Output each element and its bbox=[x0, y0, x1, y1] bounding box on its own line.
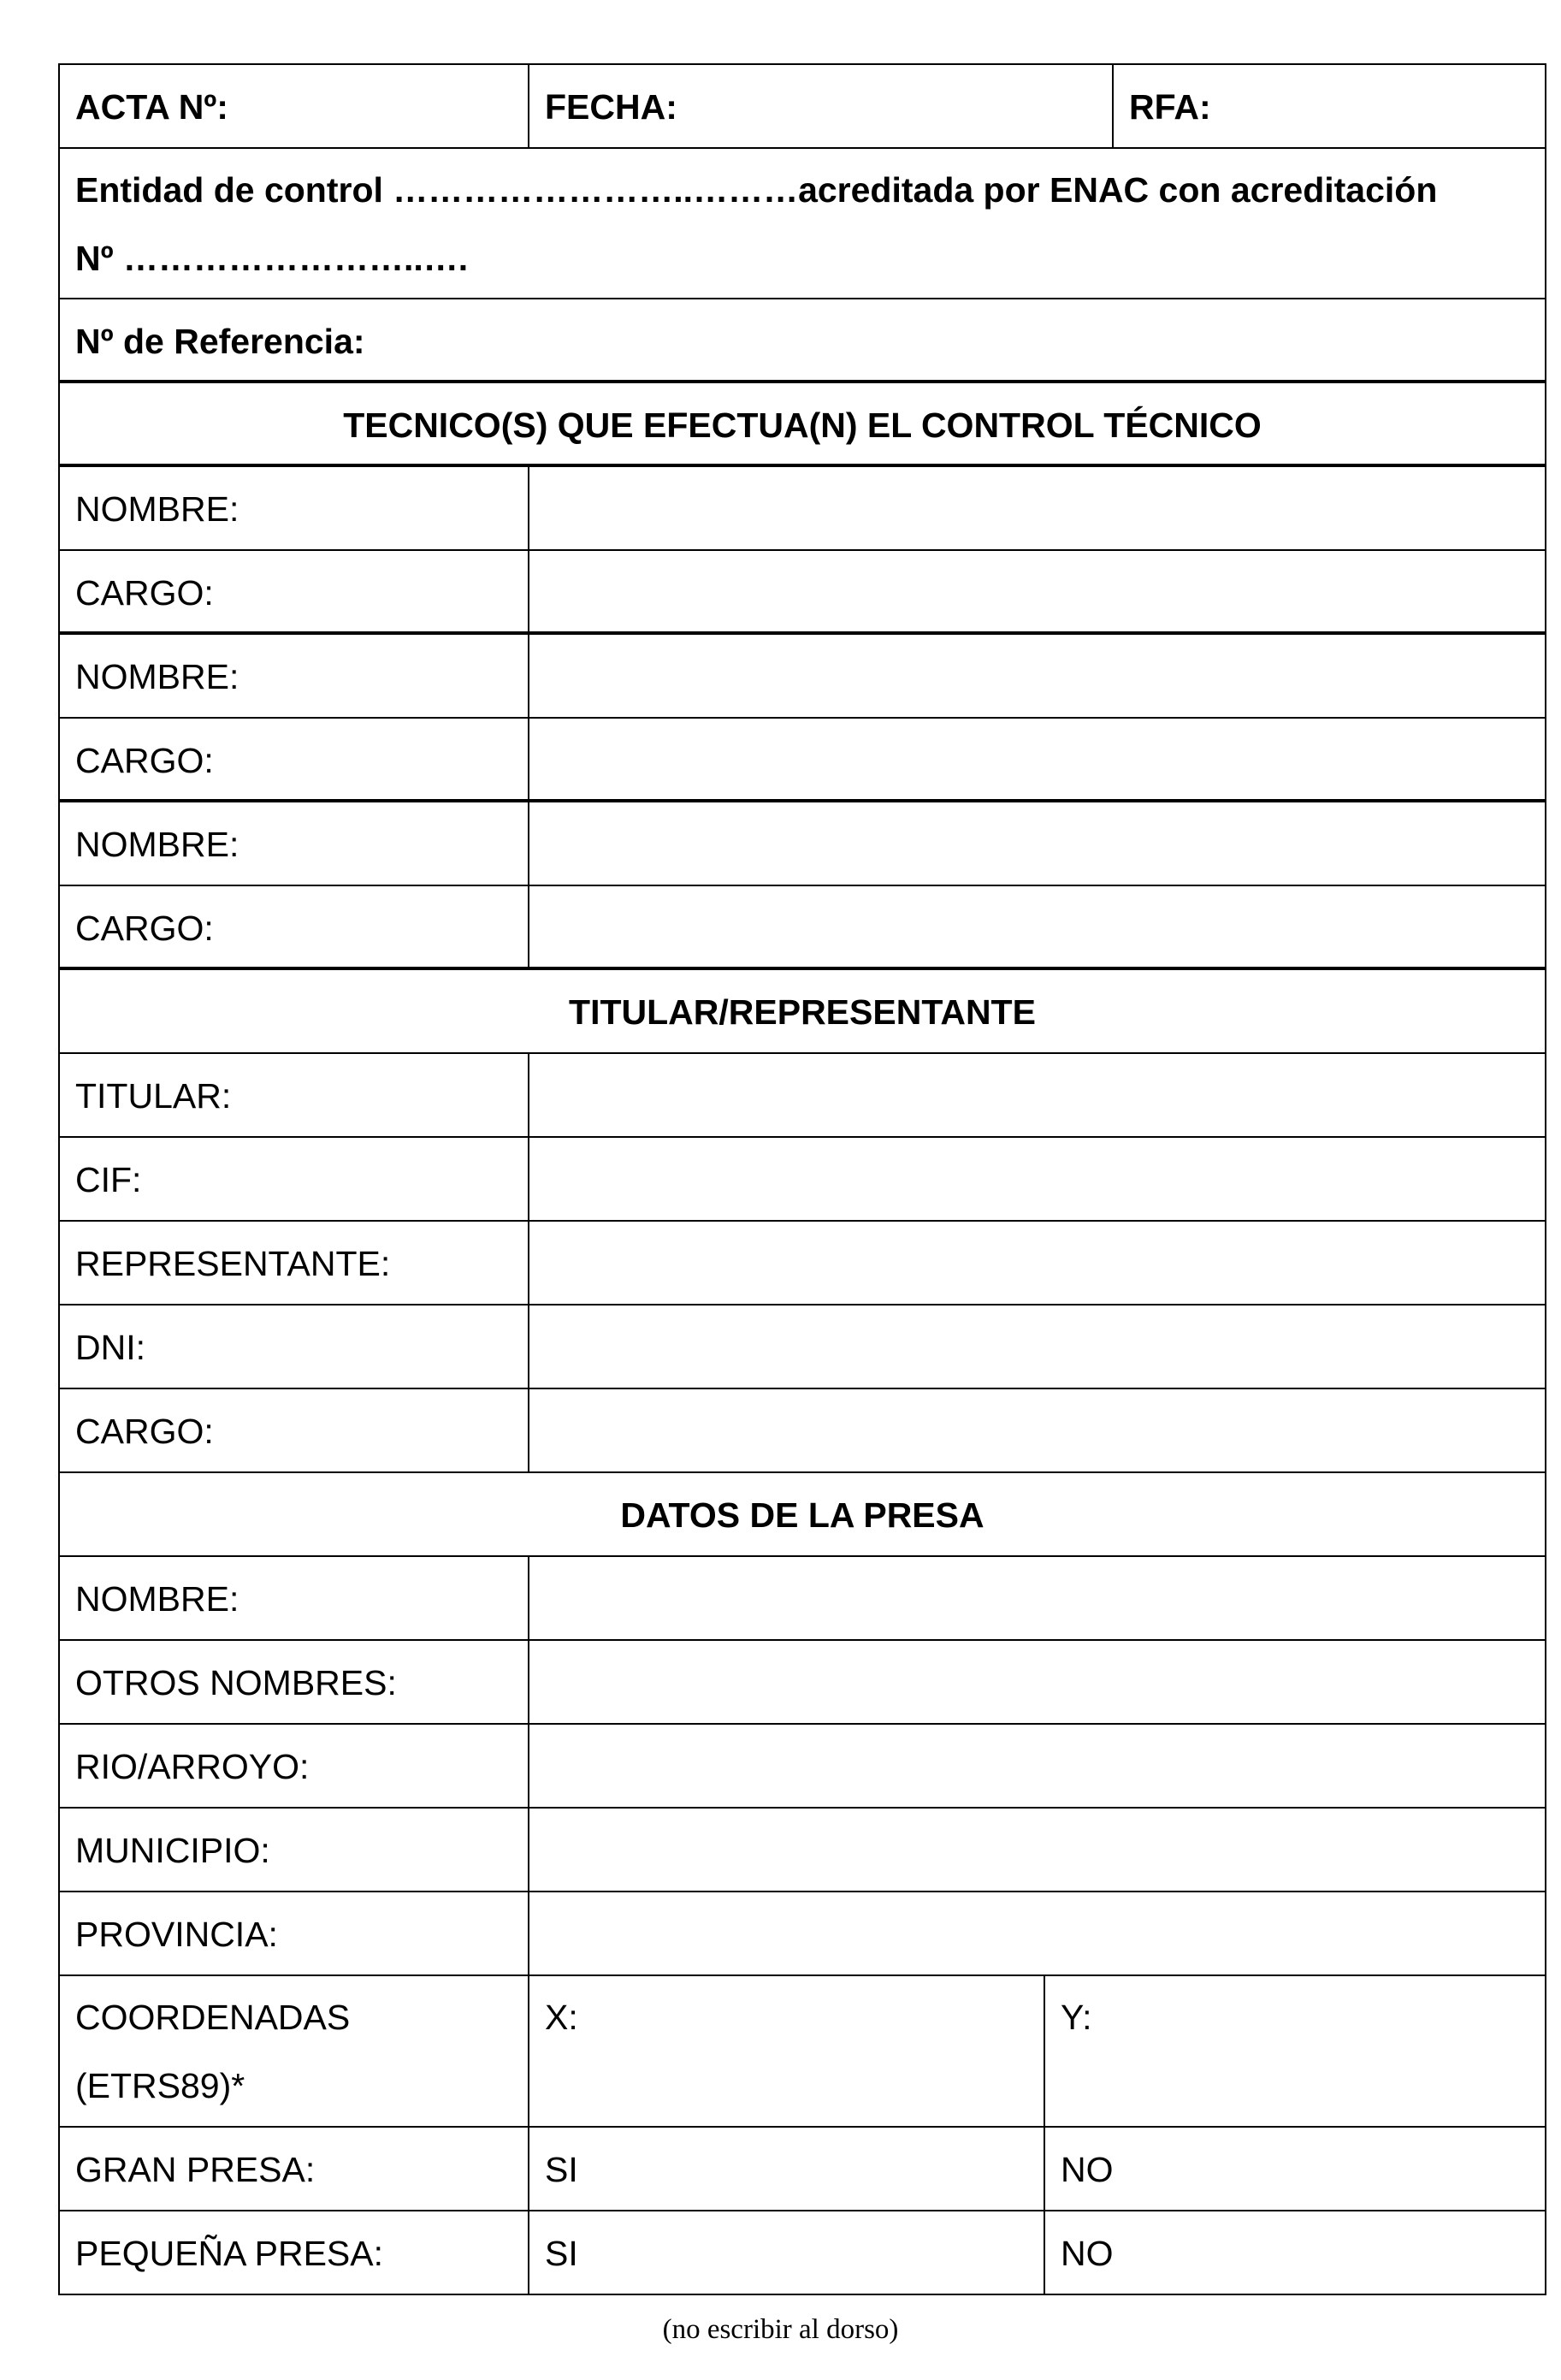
acta-number-label: ACTA Nº: bbox=[75, 87, 228, 127]
otros-nombres-label: OTROS NOMBRES: bbox=[75, 1663, 397, 1702]
tecnico-2-cargo-row bbox=[58, 719, 1546, 802]
tecnico-1-cargo-row bbox=[58, 551, 1546, 635]
tecnicos-heading: TECNICO(S) QUE EFECTUA(N) EL CONTROL TÉCNICO bbox=[343, 406, 1262, 445]
municipio-input[interactable] bbox=[528, 1809, 1545, 1891]
rio-arroyo-row bbox=[58, 1725, 1546, 1809]
titular-heading: TITULAR/REPRESENTANTE bbox=[569, 992, 1036, 1032]
cif-label: CIF: bbox=[75, 1160, 142, 1199]
dni-label: DNI: bbox=[75, 1328, 145, 1367]
tecnico-1-cargo-label: CARGO: bbox=[75, 573, 214, 613]
tecnico-1-nombre-input[interactable] bbox=[528, 467, 1545, 549]
coordenada-x-label: X: bbox=[545, 1998, 578, 2037]
rfa-label: RFA: bbox=[1129, 87, 1211, 127]
tecnico-1-nombre-row bbox=[58, 467, 1546, 551]
referencia-row bbox=[58, 299, 1546, 383]
entidad-line-2: Nº ……………………..…. bbox=[75, 239, 469, 278]
tecnico-3-nombre-input[interactable] bbox=[528, 802, 1545, 885]
presa-heading-row bbox=[58, 1473, 1546, 1557]
presa-nombre-row bbox=[58, 1557, 1546, 1641]
pequena-presa-no-label: NO bbox=[1061, 2234, 1114, 2273]
fecha-field[interactable] bbox=[528, 65, 1112, 147]
tecnico-3-nombre-row bbox=[58, 802, 1546, 886]
representante-label: REPRESENTANTE: bbox=[75, 1244, 391, 1283]
gran-presa-no-option[interactable] bbox=[1044, 2128, 1545, 2210]
dni-input[interactable] bbox=[528, 1305, 1545, 1388]
coordenadas-row bbox=[58, 1976, 1546, 2128]
tecnicos-heading-row bbox=[58, 383, 1546, 467]
tecnico-3-cargo-input[interactable] bbox=[528, 886, 1545, 967]
municipio-row bbox=[58, 1809, 1546, 1892]
provincia-row bbox=[58, 1892, 1546, 1976]
provincia-input[interactable] bbox=[528, 1892, 1545, 1974]
tecnico-2-cargo-label: CARGO: bbox=[75, 741, 214, 780]
fecha-label: FECHA: bbox=[545, 87, 677, 127]
coordenadas-label bbox=[60, 1976, 528, 2126]
footer-note-container bbox=[0, 2314, 1561, 2380]
pequena-presa-label: PEQUEÑA PRESA: bbox=[75, 2234, 384, 2273]
gran-presa-label: GRAN PRESA: bbox=[75, 2150, 316, 2189]
presa-heading: DATOS DE LA PRESA bbox=[620, 1495, 984, 1535]
tecnico-3-cargo-row bbox=[58, 886, 1546, 970]
municipio-label: MUNICIPIO: bbox=[75, 1831, 270, 1870]
coordenadas-label-line-2: (ETRS89)* bbox=[75, 2066, 245, 2105]
gran-presa-no-label: NO bbox=[1061, 2150, 1114, 2189]
gran-presa-si-label: SI bbox=[545, 2150, 578, 2189]
otros-nombres-row bbox=[58, 1641, 1546, 1725]
header-row bbox=[58, 65, 1546, 149]
titular-cargo-input[interactable] bbox=[528, 1389, 1545, 1471]
tecnico-2-nombre-input[interactable] bbox=[528, 635, 1545, 717]
titular-cargo-label: CARGO: bbox=[75, 1412, 214, 1451]
tecnico-2-cargo-input[interactable] bbox=[528, 719, 1545, 799]
rio-arroyo-label: RIO/ARROYO: bbox=[75, 1747, 310, 1786]
titular-input[interactable] bbox=[528, 1054, 1545, 1136]
titular-cargo-row bbox=[58, 1389, 1546, 1473]
titular-row bbox=[58, 1054, 1546, 1138]
representante-input[interactable] bbox=[528, 1222, 1545, 1304]
footer-note: (no escribir al dorso) bbox=[662, 2314, 899, 2345]
pequena-presa-si-label: SI bbox=[545, 2234, 578, 2273]
acta-number-field[interactable] bbox=[60, 65, 528, 147]
coordenada-y-field[interactable] bbox=[1044, 1976, 1545, 2126]
tecnico-3-cargo-label: CARGO: bbox=[75, 909, 214, 948]
pequena-presa-no-option[interactable] bbox=[1044, 2211, 1545, 2294]
rio-arroyo-input[interactable] bbox=[528, 1725, 1545, 1807]
entidad-field[interactable] bbox=[60, 149, 1545, 298]
rfa-field[interactable] bbox=[1112, 65, 1545, 147]
dni-row bbox=[58, 1305, 1546, 1389]
presa-nombre-label: NOMBRE: bbox=[75, 1579, 239, 1619]
tecnico-1-cargo-input[interactable] bbox=[528, 551, 1545, 631]
referencia-label: Nº de Referencia: bbox=[75, 322, 365, 361]
entidad-row bbox=[58, 149, 1546, 299]
presa-nombre-input[interactable] bbox=[528, 1557, 1545, 1639]
tecnico-2-nombre-label: NOMBRE: bbox=[75, 657, 239, 696]
tecnico-2-nombre-row bbox=[58, 635, 1546, 719]
coordenadas-label-line-1: COORDENADAS bbox=[75, 1998, 351, 2037]
tecnico-3-nombre-label: NOMBRE: bbox=[75, 825, 239, 864]
gran-presa-row bbox=[58, 2128, 1546, 2211]
gran-presa-si-option[interactable] bbox=[528, 2128, 1044, 2210]
coordenada-y-label: Y: bbox=[1061, 1998, 1092, 2037]
acta-form bbox=[58, 63, 1546, 2295]
provincia-label: PROVINCIA: bbox=[75, 1915, 278, 1954]
titular-heading-row bbox=[58, 970, 1546, 1054]
referencia-field[interactable] bbox=[60, 299, 1545, 380]
cif-input[interactable] bbox=[528, 1138, 1545, 1220]
tecnico-1-nombre-label: NOMBRE: bbox=[75, 489, 239, 529]
entidad-line-1: Entidad de control ……………………..………acreditada por ENAC con acreditación bbox=[75, 170, 1438, 210]
cif-row bbox=[58, 1138, 1546, 1222]
representante-row bbox=[58, 1222, 1546, 1305]
pequena-presa-si-option[interactable] bbox=[528, 2211, 1044, 2294]
pequena-presa-row bbox=[58, 2211, 1546, 2295]
titular-label: TITULAR: bbox=[75, 1076, 232, 1116]
otros-nombres-input[interactable] bbox=[528, 1641, 1545, 1723]
coordenada-x-field[interactable] bbox=[528, 1976, 1044, 2126]
